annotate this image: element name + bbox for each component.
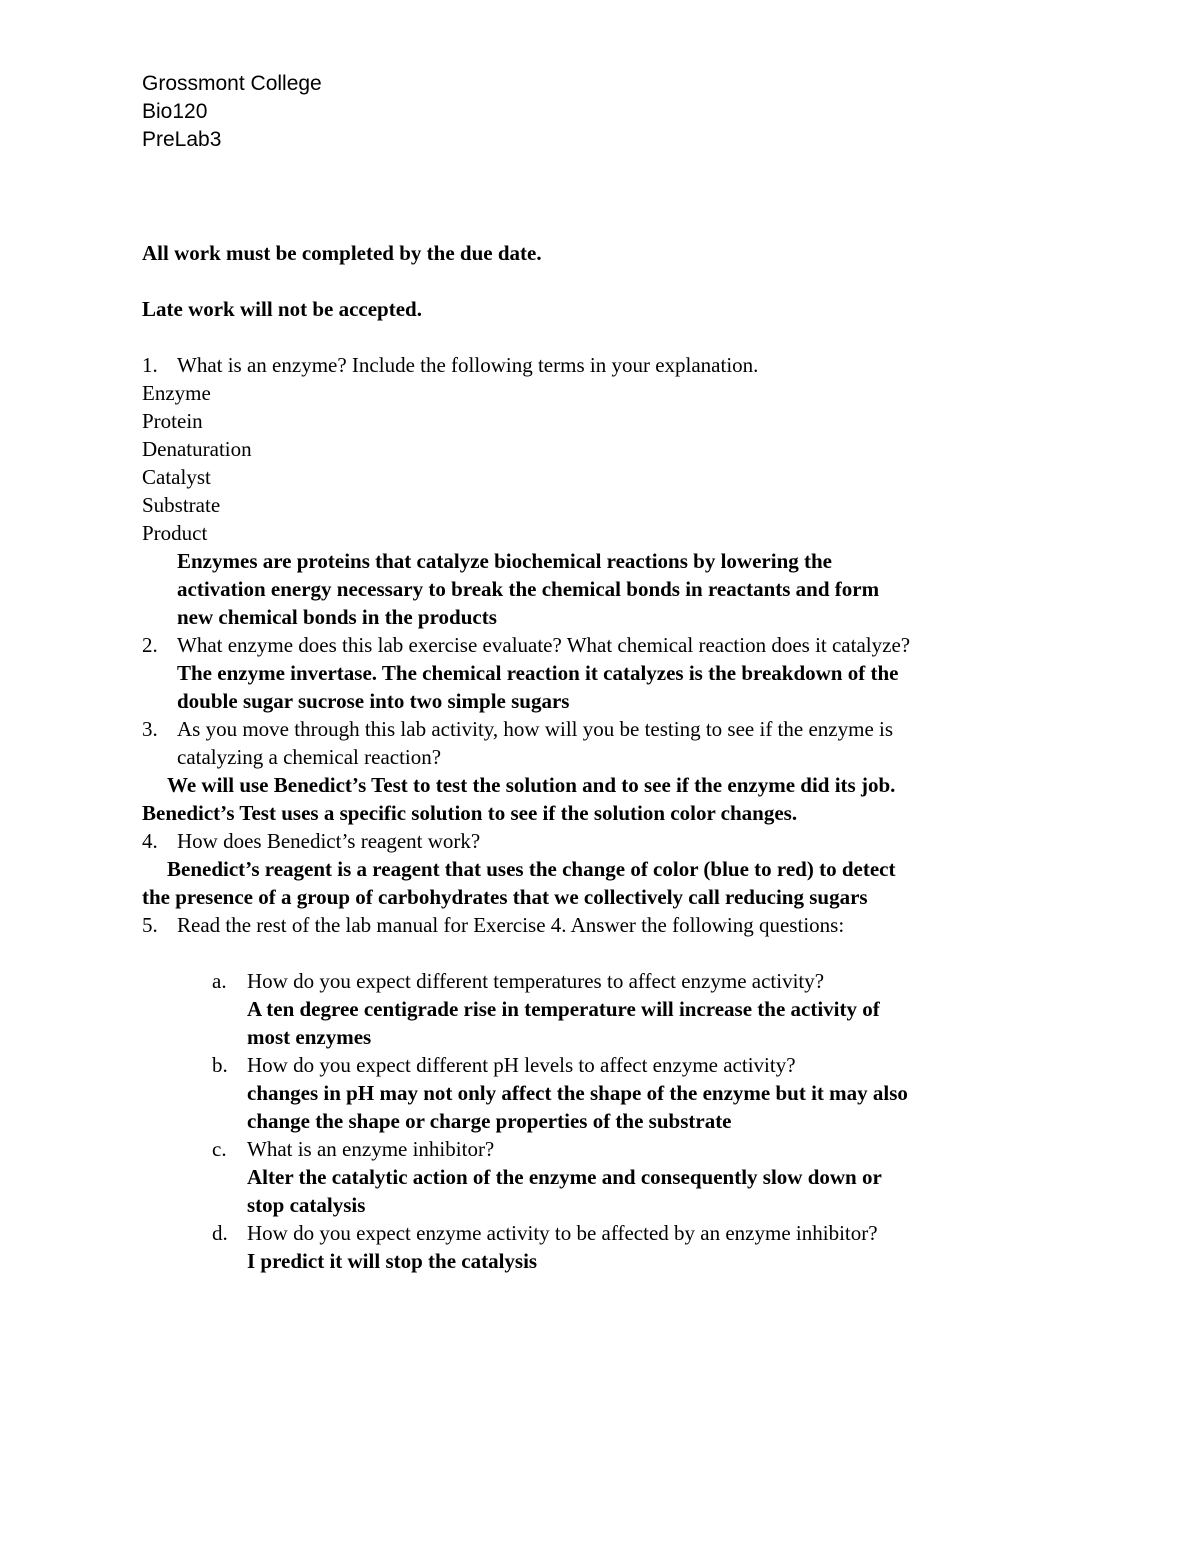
document-body: [142, 239, 1082, 1275]
sub-question-letter: a.: [212, 969, 227, 993]
question-text: What is an enzyme inhibitor?: [247, 1137, 495, 1161]
question-text: How do you expect enzyme activity to be affected by an enzyme inhibitor?: [247, 1221, 878, 1245]
answer-line: change the shape or charge properties of the substrate: [247, 1109, 732, 1133]
question-text: What enzyme does this lab exercise evaluate? What chemical reaction does it catalyze?: [177, 633, 911, 657]
sub-question-letter: b.: [212, 1053, 228, 1077]
question-number: 1.: [142, 353, 158, 377]
answer-line: new chemical bonds in the products: [177, 605, 497, 629]
assignment-title: PreLab3: [142, 128, 222, 151]
question-1: [142, 351, 1082, 379]
term-item: Protein: [142, 409, 203, 433]
question-text: As you move through this lab activity, how will you be testing to see if the enzyme is: [177, 717, 894, 741]
sub-question-c: [142, 1135, 1082, 1219]
sub-question-b: [142, 1051, 1082, 1135]
answer-line: Enzymes are proteins that catalyze biochemical reactions by lowering the: [177, 549, 832, 573]
answer-line: stop catalysis: [247, 1193, 366, 1217]
answer-line: The enzyme invertase. The chemical reaction it catalyzes is the breakdown of the: [177, 661, 899, 685]
answer-line: most enzymes: [247, 1025, 372, 1049]
answer-line: activation energy necessary to break the chemical bonds in reactants and form: [177, 577, 880, 601]
question-text: How do you expect different pH levels to affect enzyme activity?: [247, 1053, 796, 1077]
question-text: catalyzing a chemical reaction?: [177, 745, 442, 769]
answer-line: Benedict’s reagent is a reagent that uses the change of color (blue to red) to detect: [167, 857, 896, 881]
answer-line: I predict it will stop the catalysis: [247, 1249, 538, 1273]
term-item: Substrate: [142, 493, 221, 517]
answer-line: We will use Benedict’s Test to test the solution and to see if the enzyme did its job.: [167, 773, 896, 797]
question-text: How does Benedict’s reagent work?: [177, 829, 481, 853]
answer-line: the presence of a group of carbohydrates that we collectively call reducing sugars: [142, 885, 868, 909]
question-number: 4.: [142, 829, 158, 853]
question-3: [142, 715, 1082, 771]
term-item: Product: [142, 521, 208, 545]
question-2: [142, 631, 1082, 659]
answer-1: [142, 547, 1082, 631]
due-date-notice: All work must be completed by the due date.: [142, 241, 542, 265]
question-text: What is an enzyme? Include the following terms in your explanation.: [177, 353, 759, 377]
term-item: Enzyme: [142, 381, 211, 405]
question-4: [142, 827, 1082, 855]
term-item: Denaturation: [142, 437, 252, 461]
sub-question-d: [142, 1219, 1082, 1275]
term-item: Catalyst: [142, 465, 211, 489]
college-name: Grossmont College: [142, 72, 322, 95]
answer-4: [142, 855, 1082, 911]
course-code: Bio120: [142, 100, 208, 123]
answer-line: A ten degree centigrade rise in temperature will increase the activity of: [247, 997, 880, 1021]
answer-2: [142, 659, 1082, 715]
answer-line: double sugar sucrose into two simple sugars: [177, 689, 570, 713]
document-header: [142, 70, 322, 154]
question-number: 3.: [142, 717, 158, 741]
sub-question-a: [142, 967, 1082, 1051]
question-number: 2.: [142, 633, 158, 657]
late-work-notice: Late work will not be accepted.: [142, 297, 422, 321]
question-text: Read the rest of the lab manual for Exercise 4. Answer the following questions:: [177, 913, 845, 937]
question-5: [142, 911, 1082, 939]
answer-3: [142, 771, 1082, 827]
answer-line: Alter the catalytic action of the enzyme and consequently slow down or: [247, 1165, 882, 1189]
sub-question-letter: d.: [212, 1221, 228, 1245]
answer-line: changes in pH may not only affect the shape of the enzyme but it may also: [247, 1081, 908, 1105]
sub-question-letter: c.: [212, 1137, 227, 1161]
question-text: How do you expect different temperatures to affect enzyme activity?: [247, 969, 825, 993]
term-list: [142, 379, 1082, 547]
question-number: 5.: [142, 913, 158, 937]
answer-line: Benedict’s Test uses a specific solution to see if the solution color changes.: [142, 801, 798, 825]
